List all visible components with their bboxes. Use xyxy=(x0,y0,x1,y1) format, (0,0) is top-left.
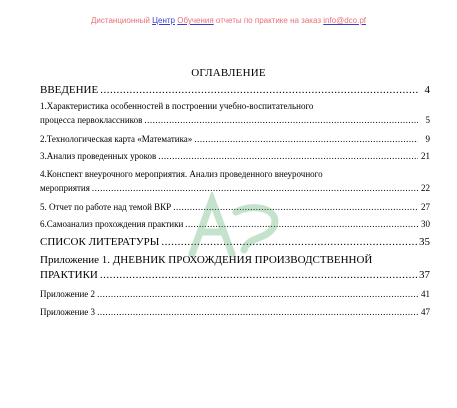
toc-entry-page: 9 xyxy=(425,134,430,144)
header-text-2: отчеты по практике на заказ xyxy=(213,16,324,25)
toc-entry[interactable] xyxy=(40,115,430,125)
header-text-1: Дистанционный xyxy=(90,16,153,25)
toc-entry[interactable] xyxy=(40,236,430,248)
toc-entry-line1: Приложение 1. ДНЕВНИК ПРОХОЖДЕНИЯ ПРОИЗВОДСТВЕННОЙ xyxy=(40,254,373,266)
toc-entry[interactable] xyxy=(40,84,430,96)
header-email-link[interactable]: info@dco.pf xyxy=(323,16,367,25)
toc-entry[interactable] xyxy=(40,219,430,229)
toc-entry-line1: 1.Характеристика особенностей в построении учебно-воспитательного xyxy=(40,101,314,111)
toc-entry-text: 6.Самоанализ прохождения практики xyxy=(40,219,184,229)
toc-entry-line1: 4.Конспект внеурочного мероприятия. Анализ проведенного внеурочного xyxy=(40,169,323,179)
toc-entry-text: ПРАКТИКИ xyxy=(40,269,98,281)
toc-entry-page: 37 xyxy=(419,269,430,281)
toc-entry-text: 2.Технологическая карта «Математика» xyxy=(40,134,193,144)
toc-entry-text: СПИСОК ЛИТЕРАТУРЫ xyxy=(40,236,160,248)
toc-entry-page: 22 xyxy=(421,183,430,193)
toc-leader xyxy=(158,152,418,161)
toc-leader xyxy=(97,308,418,317)
page-header xyxy=(0,16,457,25)
toc-leader xyxy=(161,237,417,248)
toc-entry-page: 4 xyxy=(424,84,430,96)
toc-entry-page: 5 xyxy=(425,115,430,125)
toc-entry[interactable] xyxy=(40,202,430,212)
toc-entry[interactable] xyxy=(40,269,430,281)
toc-leader xyxy=(194,135,418,144)
toc-entry[interactable] xyxy=(40,151,430,161)
toc-entry-text: мероприятия xyxy=(40,183,90,193)
toc-entry-text: Приложение 3 xyxy=(40,307,96,317)
toc-leader xyxy=(144,116,418,125)
toc-entry-text: ВВЕДЕНИЕ xyxy=(40,84,99,96)
toc-entry-text: 5. Отчет по работе над темой ВКР xyxy=(40,202,172,212)
toc-leader xyxy=(92,184,418,193)
toc-entry[interactable] xyxy=(40,134,430,144)
toc-title: ОГЛАВЛЕНИЕ xyxy=(191,67,266,79)
toc-entry-page: 30 xyxy=(421,219,430,229)
toc-entry-page: 27 xyxy=(421,202,430,212)
toc-entry-text: 3.Анализ проведенных уроков xyxy=(40,151,157,161)
toc-entry-page: 21 xyxy=(421,151,430,161)
toc-leader xyxy=(173,203,418,212)
toc-entry[interactable] xyxy=(40,289,430,299)
toc-entry-page: 41 xyxy=(421,289,430,299)
toc-leader xyxy=(185,220,418,229)
toc-entry[interactable] xyxy=(40,183,430,193)
header-link-center[interactable]: Центр xyxy=(152,16,175,25)
toc-entry-text: процесса первоклассников xyxy=(40,115,143,125)
toc-leader xyxy=(100,270,417,281)
toc-entry-page: 47 xyxy=(421,307,430,317)
toc-entry[interactable] xyxy=(40,307,430,317)
header-link-education[interactable]: Обучения xyxy=(177,16,214,25)
toc-leader xyxy=(97,290,418,299)
toc-entry-page: 35 xyxy=(419,236,430,248)
toc-leader xyxy=(100,85,418,96)
toc-entry-text: Приложение 2 xyxy=(40,289,96,299)
